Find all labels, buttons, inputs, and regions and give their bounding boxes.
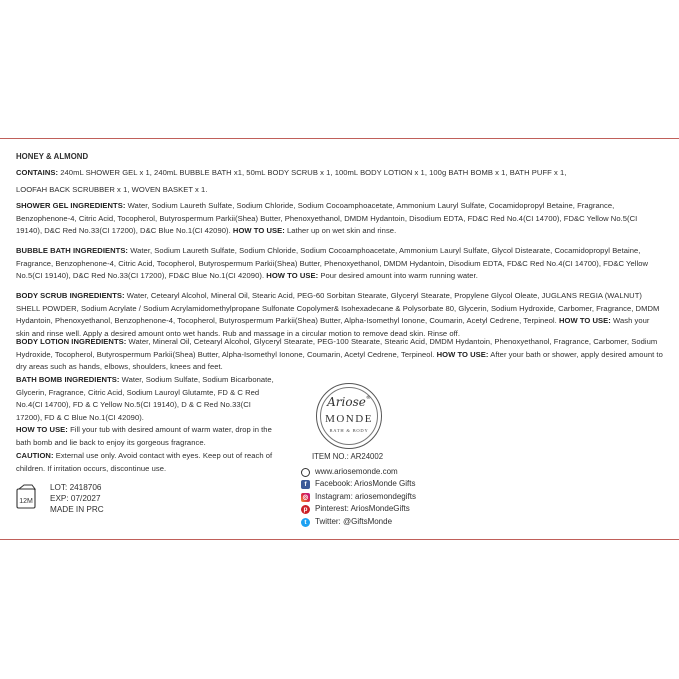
logo-name: MONDE [325,413,373,425]
made-in: MADE IN PRC [50,505,104,514]
shower-gel-how-label: HOW TO USE: [232,226,285,236]
caution-label: CAUTION: [16,451,54,460]
bath-bomb-ingredients: Water, Sodium Sulfate, Sodium Bicarbonate, Glycerin, Fragrance, Citric Acid, Sodium Lauroyl Glutamte, FD & C Red No.4(CI 14700), FD & C Yellow No.5(CI 19140), D & C Red No.33(CI 17200), FD & C Blue No.1(CI 42090). [16,375,274,422]
facebook-icon: f [301,480,310,489]
body-scrub-how-label: HOW TO USE: [558,316,611,326]
website-link[interactable]: www.ariosemonde.com [301,466,416,478]
item-number: ITEM NO.: AR24002 [312,452,384,461]
product-title: HONEY & ALMOND [16,152,89,161]
facebook-link[interactable]: f Facebook: AriosMonde Gifts [301,478,416,490]
body-scrub-section [16,290,665,340]
contains-line [16,167,665,180]
caution-section [16,450,276,475]
body-lotion-how-text: After your bath or shower, apply desired amount to dry areas such as hands, elbows, shoulders, knees and feet. [16,349,663,372]
logo-tagline: BATH & BODY [329,428,369,433]
twitter-link[interactable]: t Twitter: @GiftsMonde [301,516,416,528]
pinterest-icon: p [301,505,310,514]
instagram-icon: ◎ [302,493,309,501]
body-scrub-ingredients: Water, Cetearyl Alcohol, Mineral Oil, Stearic Acid, PEG-60 Sorbitan Stearate, Glyceryl Stearate, Propylene Glycol Oleate, JUGLANS REGIA (WALNUT) SHELL POWDER, Sodium Acrylate / Sodium Acrylamidomethylpropane Sulfonate Copolymer& Isohexadecane & Polysorbate 80, Glycerin, Sodium Hydroxide, Carbomer, Fragrance, DMDM Hydantoin, Phenoxyethanol, Benzophenone-4, Tocopherol, Butyrospermum Parkii(Shea) Butter, Alpha-Isomethyl Ionone, Coumarin, Acetyl Cedrene, Terpineol. [16,291,660,326]
bubble-bath-label: BUBBLE BATH INGREDIENTS: [16,246,129,255]
body-scrub-label: BODY SCRUB INGREDIENTS: [16,291,125,300]
body-lotion-section [16,336,665,374]
body-lotion-how-label: HOW TO USE: [436,349,489,359]
contains-text-1: 240mL SHOWER GEL x 1, 240mL BUBBLE BATH x1, 50mL BODY SCRUB x 1, 100mL BODY LOTION x 1, 100g BATH BOMB x 1, BATH PUFF x 1, [60,168,567,177]
bath-bomb-section [16,374,276,424]
logo-script: Ariose® [327,395,371,409]
bubble-bath-ingredients: Water, Sodium Laureth Sulfate, Sodium Chloride, Sodium Cocoamphoacetate, Ammonium Lauryl Sulfate, Glycol Distearate, Cocamidopropyl Betaine, Fragrance, Benzophenone-4, Citric Acid, Tocopherol, Butyrospermum Parkii(Shea) Butter, Phenoxyethanol, DMDM Hydantoin, Disodium EDTA, FD&C Red No.4(CI 14700), FD&C Yellow No.5(CI 19140), D&C Red No.33(CI 17200), FD&C Blue No.1(CI 42090). [16,246,649,281]
lot-number: LOT: 2418706 [50,483,102,492]
social-links [301,466,416,528]
bubble-bath-how-label: HOW TO USE: [266,271,319,281]
shower-gel-section [16,200,665,238]
shower-gel-label: SHOWER GEL INGREDIENTS: [16,201,126,210]
expiry-date: EXP: 07/2027 [50,494,101,503]
body-scrub-how-text: Wash your skin and rinse well. Apply a desired amount onto wet hands. Rub and massage in a circular motion to remove dead skin. Rinse off. [16,316,650,338]
bath-bomb-how-section [16,424,278,449]
contains-label: CONTAINS: [16,168,59,177]
lot-text-block [50,482,104,515]
bath-bomb-how-text: Fill your tub with desired amount of warm water, drop in the bath bomb and lie back to enjoy its gorgeous fragrance. [16,425,272,447]
body-lotion-ingredients: Water, Mineral Oil, Cetearyl Alcohol, Glyceryl Stearate, PEG-100 Stearate, Stearic Acid, DMDM Hydantoin, Phenoxyethanol, Fragrance, Carbomer, Sodium Hydroxide, Tocopherol, Butyrospermum Parkii(Shea) Butter, Alpha-Isomethyl Ionone, Coumarin, Acetyl Cedrene, Terpineol. [16,337,658,359]
product-label [0,138,679,540]
instagram-link[interactable]: ◎ Instagram: ariosemondegifts [302,491,416,501]
caution-text: External use only. Avoid contact with eyes. Keep out of reach of children. If irritation occurs, discontinue use. [16,451,273,473]
twitter-icon: t [301,518,310,527]
bath-bomb-how-label: HOW TO USE: [16,425,68,434]
bath-bomb-label: BATH BOMB INGREDIENTS: [16,375,120,384]
globe-icon [301,468,310,477]
bubble-bath-how-text: Pour desired amount into warm running water. [320,271,478,281]
pao-text: 12M [19,498,33,505]
brand-logo [316,383,382,449]
pinterest-link[interactable]: p Pinterest: AriosMondeGifts [301,503,416,515]
shower-gel-ingredients: Water, Sodium Laureth Sulfate, Sodium Chloride, Sodium Cocoamphoacetate, Ammonium Lauryl Sulfate, Cocamidopropyl Betaine, Fragrance, Benzophenone-4, Citric Acid, Tocopherol, Butyrospermum Parkii(Shea) Butter, Phenoxyethanol, DMDM Hydantoin, Disodium EDTA, FD&C Red No.4(CI 14700), FD&C Yellow No.5(CI 19140), D&C Red No.33(CI 17200), D&C Blue No.1(CI 42090). [16,201,638,236]
body-lotion-label: BODY LOTION INGREDIENTS: [16,337,127,346]
pao-jar-icon [16,484,36,510]
bubble-bath-section [16,245,665,283]
shower-gel-how-text: Lather up on wet skin and rinse. [286,226,397,236]
contains-line-2: LOOFAH BACK SCRUBBER x 1, WOVEN BASKET x 1. [16,185,208,194]
